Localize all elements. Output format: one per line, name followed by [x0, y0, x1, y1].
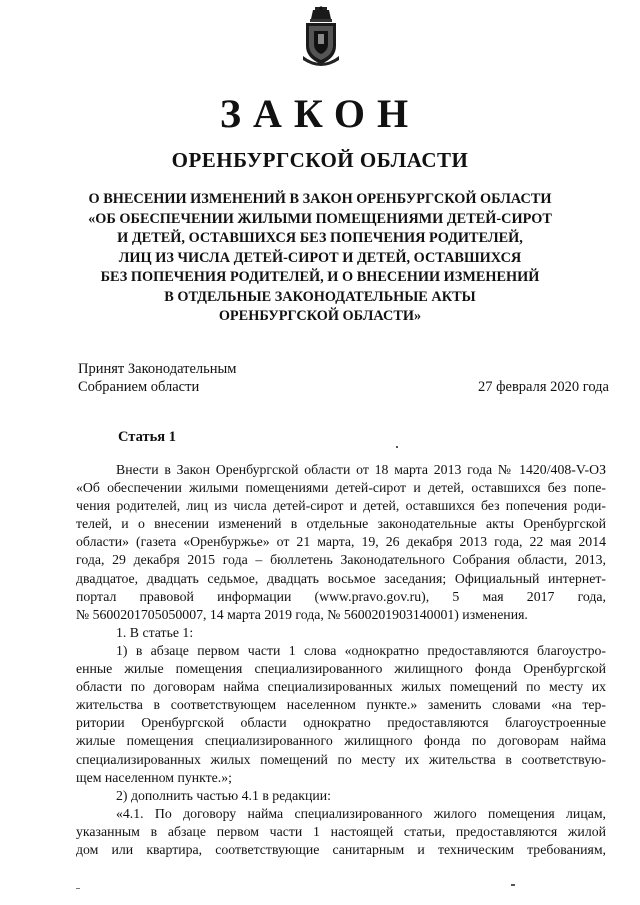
scan-speck — [396, 446, 398, 448]
law-subtitle — [60, 190, 580, 327]
body-line: 1) в абзаце первом части 1 слова «однократно предоставляются благоустро- — [116, 642, 606, 658]
body-line: дом или квартира, соответствующие санитарным и техническим требованиям, — [76, 841, 606, 857]
body-line: енные жилые помещения специализированного жилищного фонда Оренбургской — [76, 661, 606, 677]
subtitle-line: «ОБ ОБЕСПЕЧЕНИИ ЖИЛЫМИ ПОМЕЩЕНИЯМИ ДЕТЕЙ-СИРОТ — [88, 210, 552, 227]
body-line: 2) дополнить частью 4.1 в редакции: — [116, 787, 331, 803]
adoption-note — [78, 360, 236, 396]
body-line: года, 29 декабря 2015 года – бюллетень Законодательного Собрания области, 2013, — [76, 552, 606, 568]
body-line: указанным в абзаце первом части 1 настоящей статьи, предоставляются жилой — [76, 823, 606, 839]
body-line: чения родителей, лиц из числа детей-сирот и детей, оставшихся без попечения роди- — [76, 498, 606, 514]
subtitle-line: В ОТДЕЛЬНЫЕ ЗАКОНОДАТЕЛЬНЫЕ АКТЫ — [164, 288, 476, 305]
subtitle-line: О ВНЕСЕНИИ ИЗМЕНЕНИЙ В ЗАКОН ОРЕНБУРГСКОЙ ОБЛАСТИ — [88, 191, 552, 207]
body-line: двадцатое, двадцать седьмое, двадцать восьмое заседания; Официальный интернет- — [76, 570, 606, 586]
body-line: Внести в Закон Оренбургской области от 18 марта 2013 года № 1420/408-V-ОЗ — [116, 462, 606, 477]
article-heading: Статья 1 — [118, 429, 176, 445]
subtitle-line: ОРЕНБУРГСКОЙ ОБЛАСТИ» — [218, 308, 422, 324]
scan-speck — [76, 888, 80, 889]
body-line: телей, и о внесении изменений в отдельные законодательные акты Оренбургской — [76, 516, 606, 532]
scan-speck — [511, 884, 515, 886]
body-line: «Об обеспечении жилыми помещениями детей-сирот и детей, оставшихся без попе- — [76, 480, 606, 496]
region-title: ОРЕНБУРГСКОЙ ОБЛАСТИ — [171, 148, 469, 172]
adoption-date: 27 февраля 2020 года — [477, 379, 609, 395]
body-line: № 5600201705050007, 14 марта 2019 года, № 5600201903140001) изменения. — [76, 606, 528, 622]
coat-of-arms-icon — [300, 6, 342, 68]
body-line: щем населенном пункте.»; — [76, 769, 232, 785]
body-line: 1. В статье 1: — [116, 624, 194, 640]
subtitle-line: И ДЕТЕЙ, ОСТАВШИХСЯ БЕЗ ПОПЕЧЕНИЯ РОДИТЕЛЕЙ, — [117, 230, 523, 246]
body-line: жилые помещения специализированного жилищного фонда по договорам найма — [76, 733, 606, 749]
subtitle-line: ЛИЦ ИЗ ЧИСЛА ДЕТЕЙ-СИРОТ И ДЕТЕЙ, ОСТАВШИХСЯ — [118, 249, 522, 266]
law-title: ЗАКОН — [219, 91, 421, 136]
article-body — [76, 461, 606, 859]
body-line: портал правовой информации (www.pravo.gov.ru), 5 мая 2017 года, — [76, 588, 606, 604]
adoption-line: Принят Законодательным — [78, 361, 237, 377]
body-line: «4.1. По договору найма специализированного жилого помещения лицам, — [116, 805, 606, 821]
body-line: области» (газета «Оренбуржье» от 21 марта, 19, 26 декабря 2013 года, 22 мая 2014 — [76, 534, 606, 550]
body-line: ритории Оренбургской области однократно предоставляются благоустроенные — [76, 715, 606, 731]
body-line: специализированных жилых помещений по месту их жительства в соответствую- — [76, 751, 606, 767]
adoption-line: Собранием области — [78, 379, 200, 395]
subtitle-line: БЕЗ ПОПЕЧЕНИЯ РОДИТЕЛЕЙ, И О ВНЕСЕНИИ ИЗМЕНЕНИЙ — [100, 269, 540, 285]
body-line: жительства в соответствующем населенном пункте.» заменить словами «на тер- — [76, 697, 606, 713]
body-line: области по договорам найма специализированных жилых помещений по месту их — [76, 679, 606, 695]
